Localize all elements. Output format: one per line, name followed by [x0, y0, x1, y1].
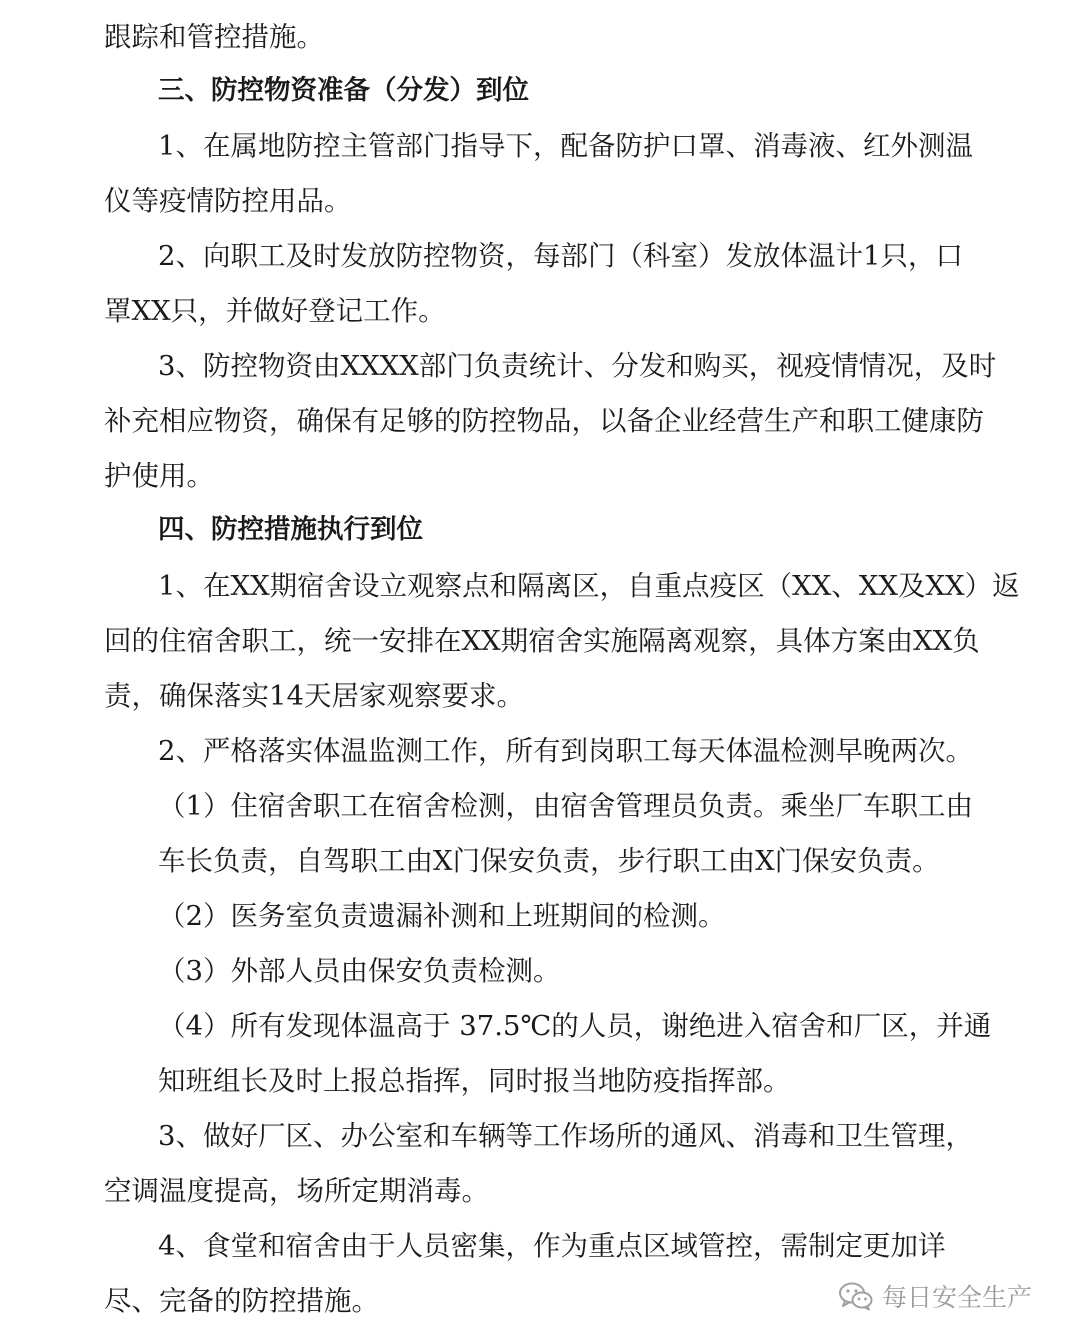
paragraph-line: 1、在XX期宿舍设立观察点和隔离区，自重点疫区（XX、XX及XX）返	[158, 570, 1020, 602]
section-heading-3: 三、防控物资准备（分发）到位	[158, 75, 529, 106]
paragraph-line: 2、严格落实体温监测工作，所有到岗职工每天体温检测早晚两次。	[158, 735, 973, 767]
wechat-icon	[838, 1281, 874, 1311]
paragraph-line: 车长负责，自驾职工由X门保安负责，步行职工由X门保安负责。	[158, 845, 940, 877]
paragraph-line: 知班组长及时上报总指挥，同时报当地防疫指挥部。	[158, 1065, 791, 1097]
paragraph-line: 尽、完备的防控措施。	[104, 1285, 379, 1317]
paragraph-line: （2）医务室负责遗漏补测和上班期间的检测。	[158, 900, 726, 932]
paragraph-line: 补充相应物资，确保有足够的防控物品，以备企业经营生产和职工健康防	[104, 405, 984, 437]
paragraph-line: 跟踪和管控措施。	[104, 21, 324, 53]
paragraph-line: 3、防控物资由XXXX部门负责统计、分发和购买，视疫情情况，及时	[158, 350, 997, 382]
paragraph-line: 空调温度提高，场所定期消毒。	[104, 1175, 489, 1207]
paragraph-line: 护使用。	[104, 460, 214, 492]
paragraph-line: （1）住宿舍职工在宿舍检测，由宿舍管理员负责。乘坐厂车职工由	[158, 790, 973, 822]
watermark-text: 每日安全生产	[882, 1283, 1033, 1312]
paragraph-line: 罩XX只，并做好登记工作。	[104, 295, 446, 327]
paragraph-line: 仪等疫情防控用品。	[104, 185, 352, 217]
paragraph-line: （4）所有发现体温高于 37.5℃的人员，谢绝进入宿舍和厂区，并通	[158, 1010, 992, 1042]
watermark	[838, 1276, 1032, 1316]
paragraph-line: 3、做好厂区、办公室和车辆等工作场所的通风、消毒和卫生管理，	[158, 1120, 973, 1152]
paragraph-line: 回的住宿舍职工，统一安排在XX期宿舍实施隔离观察，具体方案由XX负	[104, 625, 980, 657]
paragraph-line: 2、向职工及时发放防控物资，每部门（科室）发放体温计1只，口	[158, 240, 963, 272]
paragraph-line: 责，确保落实14天居家观察要求。	[104, 680, 524, 712]
paragraph-line: （3）外部人员由保安负责检测。	[158, 955, 561, 987]
section-heading-4: 四、防控措施执行到位	[158, 514, 423, 545]
paragraph-line: 4、食堂和宿舍由于人员密集，作为重点区域管控，需制定更加详	[158, 1230, 946, 1262]
paragraph-line: 1、在属地防控主管部门指导下，配备防护口罩、消毒液、红外测温	[158, 130, 973, 162]
